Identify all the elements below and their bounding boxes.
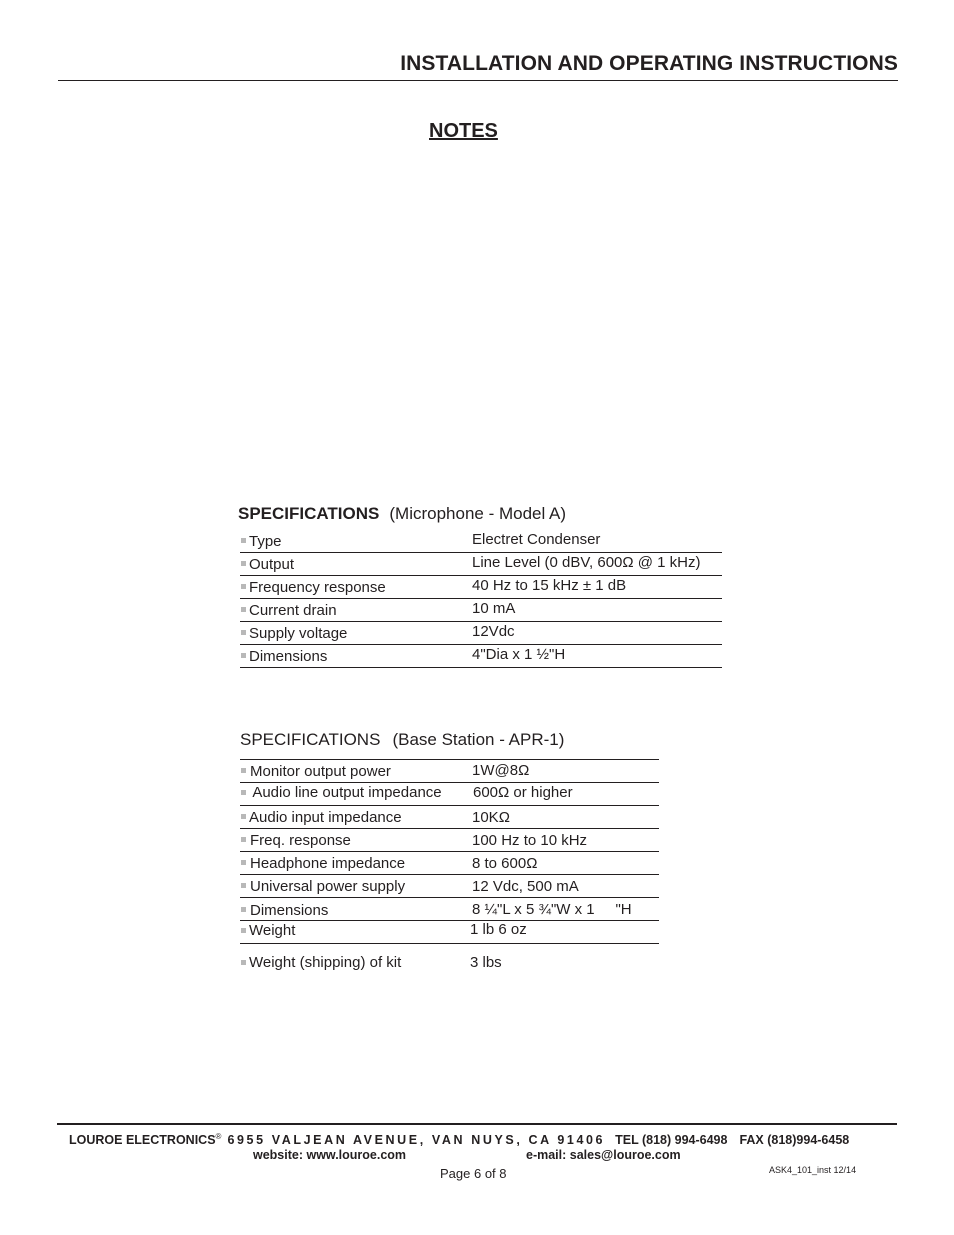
bullet-icon bbox=[241, 907, 246, 912]
notes-title: NOTES bbox=[429, 120, 498, 142]
bullet-icon bbox=[241, 768, 246, 773]
bullet-icon bbox=[241, 814, 246, 819]
spec-label: Type bbox=[249, 533, 282, 550]
spec-microphone-table bbox=[240, 530, 722, 668]
spec-label: Supply voltage bbox=[249, 625, 348, 642]
page-header-title: INSTALLATION AND OPERATING INSTRUCTIONS bbox=[400, 52, 898, 75]
spec-value: 10 mA bbox=[472, 600, 516, 617]
spec-base-heading bbox=[240, 730, 564, 750]
spec-microphone-heading-label: SPECIFICATIONS bbox=[238, 504, 380, 523]
spec-label: Output bbox=[249, 556, 295, 573]
table-row bbox=[240, 875, 659, 898]
table-row bbox=[240, 806, 659, 829]
footer-doc-code: ASK4_101_inst 12/14 bbox=[769, 1165, 857, 1175]
spec-base-table bbox=[240, 760, 659, 974]
spec-value: 12Vdc bbox=[472, 623, 515, 640]
footer-fax: FAX (818)994-6458 bbox=[739, 1133, 850, 1147]
spec-label: Frequency response bbox=[249, 579, 386, 596]
bullet-icon bbox=[241, 607, 246, 612]
table-row bbox=[240, 921, 659, 944]
footer-page-number: Page 6 of 8 bbox=[440, 1166, 507, 1181]
spec-value: 10KΩ bbox=[472, 809, 510, 826]
spec-label: Audio input impedance bbox=[249, 809, 402, 826]
spec-value: 12 Vdc, 500 mA bbox=[472, 878, 579, 895]
spec-value: Line Level (0 dBV, 600Ω @ 1 kHz) bbox=[472, 554, 701, 571]
footer-rule bbox=[57, 1123, 897, 1125]
footer-company: LOUROE ELECTRONICS bbox=[69, 1133, 216, 1147]
table-row bbox=[240, 645, 722, 668]
table-row bbox=[240, 530, 722, 553]
spec-label: Weight bbox=[249, 922, 296, 939]
footer-address: 6955 VALJEAN AVENUE, VAN NUYS, CA 91406 bbox=[227, 1133, 606, 1147]
bullet-icon bbox=[241, 960, 246, 965]
spec-value: 100 Hz to 10 kHz bbox=[472, 832, 588, 849]
bullet-icon bbox=[241, 883, 246, 888]
table-row bbox=[240, 599, 722, 622]
spec-value: 600Ω or higher bbox=[473, 784, 573, 801]
footer-contact-line bbox=[69, 1132, 849, 1147]
bullet-icon bbox=[241, 790, 246, 795]
registered-mark: ® bbox=[215, 1132, 222, 1141]
spec-value: 1W@8Ω bbox=[472, 762, 530, 779]
bullet-icon bbox=[241, 538, 246, 543]
spec-microphone-heading-sub: (Microphone - Model A) bbox=[389, 504, 567, 523]
spec-base-heading-label: SPECIFICATIONS bbox=[240, 730, 381, 749]
table-row bbox=[240, 760, 659, 783]
table-row bbox=[240, 576, 722, 599]
bullet-icon bbox=[241, 860, 246, 865]
spec-label: Freq. response bbox=[250, 832, 351, 849]
spec-label: Audio line output impedance bbox=[249, 784, 442, 801]
table-row bbox=[240, 898, 659, 921]
spec-value: 8 ¼"L x 5 ¾"W x 1 "H bbox=[472, 901, 632, 918]
spec-value: 3 lbs bbox=[470, 954, 502, 971]
table-row bbox=[240, 829, 659, 852]
table-row bbox=[240, 553, 722, 576]
spec-label: Headphone impedance bbox=[250, 855, 406, 872]
footer-email: e-mail: sales@louroe.com bbox=[526, 1148, 681, 1162]
table-row bbox=[240, 852, 659, 875]
footer-tel: TEL (818) 994-6498 bbox=[615, 1133, 728, 1147]
spec-label: Dimensions bbox=[250, 902, 329, 919]
spec-value: 40 Hz to 15 kHz ± 1 dB bbox=[472, 577, 627, 594]
bullet-icon bbox=[241, 561, 246, 566]
table-row bbox=[240, 783, 659, 806]
spec-label: Universal power supply bbox=[250, 878, 406, 895]
spec-label: Current drain bbox=[249, 602, 337, 619]
table-row bbox=[240, 622, 722, 645]
spec-label: Dimensions bbox=[249, 648, 328, 665]
spec-value: 1 lb 6 oz bbox=[470, 921, 527, 938]
spec-value: 4"Dia x 1 ½"H bbox=[472, 646, 566, 663]
bullet-icon bbox=[241, 653, 246, 658]
bullet-icon bbox=[241, 837, 246, 842]
footer-website: website: www.louroe.com bbox=[253, 1148, 407, 1162]
spec-base-heading-sub: (Base Station - APR-1) bbox=[392, 730, 565, 749]
header-rule bbox=[58, 80, 898, 81]
bullet-icon bbox=[241, 584, 246, 589]
bullet-icon bbox=[241, 928, 246, 933]
spec-value: Electret Condenser bbox=[472, 531, 601, 548]
spec-microphone-heading bbox=[238, 504, 566, 524]
spec-label: Weight (shipping) of kit bbox=[249, 954, 402, 971]
bullet-icon bbox=[241, 630, 246, 635]
spec-value: 8 to 600Ω bbox=[472, 855, 538, 872]
spec-label: Monitor output power bbox=[250, 763, 391, 780]
table-row bbox=[240, 952, 659, 974]
